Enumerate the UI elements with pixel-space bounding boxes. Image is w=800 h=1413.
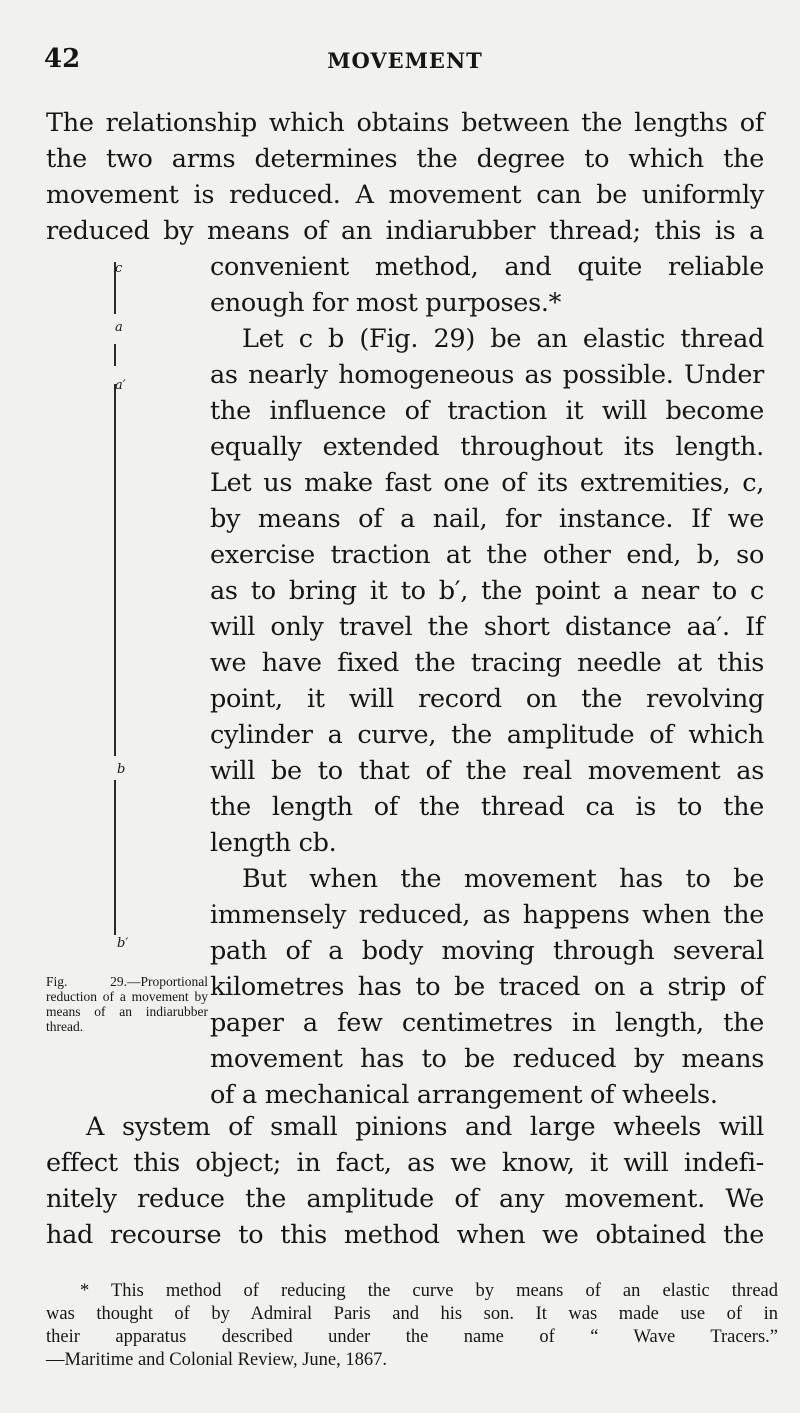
thread-segment xyxy=(114,780,116,935)
running-head: MOVEMENT xyxy=(327,48,483,73)
body-line: the influence of traction it will become xyxy=(210,396,764,426)
body-line: But when the movement has to be xyxy=(242,864,764,894)
body-line: exercise traction at the other end, b, so xyxy=(210,540,764,570)
body-line: by means of a nail, for instance. If we xyxy=(210,504,764,534)
footnote xyxy=(46,1280,778,1372)
body-line: as to bring it to b′, the point a near to c xyxy=(210,576,764,606)
footnote-line: —Maritime and Colonial Review, June, 1867. xyxy=(46,1350,387,1370)
body-line: paper a few centimetres in length, the xyxy=(210,1008,764,1038)
body-line: immensely reduced, as happens when the xyxy=(210,900,764,930)
body-line: had recourse to this method when we obtained the xyxy=(46,1220,764,1250)
footnote-line: their apparatus described under the name of “ Wave Tracers.” xyxy=(46,1327,778,1347)
fig-label-b-prime: b′ xyxy=(117,936,129,951)
body-line: cylinder a curve, the amplitude of which xyxy=(210,720,764,750)
figure-caption: Fig. 29.—Proportional reduction of a movement by means of an indiarubber thread. xyxy=(46,974,208,1034)
page-header xyxy=(44,44,766,78)
body-line: effect this object; in fact, as we know, it will indefi- xyxy=(46,1148,764,1178)
page-number: 42 xyxy=(44,44,81,74)
body-line: movement has to be reduced by means xyxy=(210,1044,764,1074)
body-line: reduced by means of an indiarubber thread; this is a xyxy=(46,216,764,246)
body-line: nitely reduce the amplitude of any movement. We xyxy=(46,1184,764,1214)
body-line: as nearly homogeneous as possible. Under xyxy=(210,360,764,390)
thread-segment xyxy=(114,344,116,366)
body-line: will only travel the short distance aa′. If xyxy=(210,612,764,642)
body-line: of a mechanical arrangement of wheels. xyxy=(210,1080,718,1110)
body-line: equally extended throughout its length. xyxy=(210,432,764,462)
body-line: The relationship which obtains between the lengths of xyxy=(46,108,764,138)
body-line: will be to that of the real movement as xyxy=(210,756,764,786)
footnote-line: was thought of by Admiral Paris and his son. It was made use of in xyxy=(46,1304,778,1324)
body-line: convenient method, and quite reliable xyxy=(210,252,764,282)
body-line: the length of the thread ca is to the xyxy=(210,792,764,822)
fig-label-a: a xyxy=(115,320,123,335)
body-line: path of a body moving through several xyxy=(210,936,764,966)
fig-label-c: c xyxy=(115,261,123,276)
footnote-line: * This method of reducing the curve by means of an elastic thread xyxy=(80,1281,778,1301)
fig-label-a-prime: a′ xyxy=(115,378,126,393)
body-line: movement is reduced. A movement can be uniformly xyxy=(46,180,764,210)
thread-segment xyxy=(114,384,116,756)
body-line: enough for most purposes.* xyxy=(210,288,562,318)
body-line: point, it will record on the revolving xyxy=(210,684,764,714)
body-line: Let c b (Fig. 29) be an elastic thread xyxy=(242,324,764,354)
body-line: the two arms determines the degree to which the xyxy=(46,144,764,174)
body-line: Let us make fast one of its extremities, c, xyxy=(210,468,764,498)
body-line: length cb. xyxy=(210,828,337,858)
body-line: A system of small pinions and large wheels will xyxy=(86,1112,764,1142)
body-line: we have fixed the tracing needle at this xyxy=(210,648,764,678)
fig-label-b: b xyxy=(117,762,126,777)
body-line: kilometres has to be traced on a strip of xyxy=(210,972,764,1002)
